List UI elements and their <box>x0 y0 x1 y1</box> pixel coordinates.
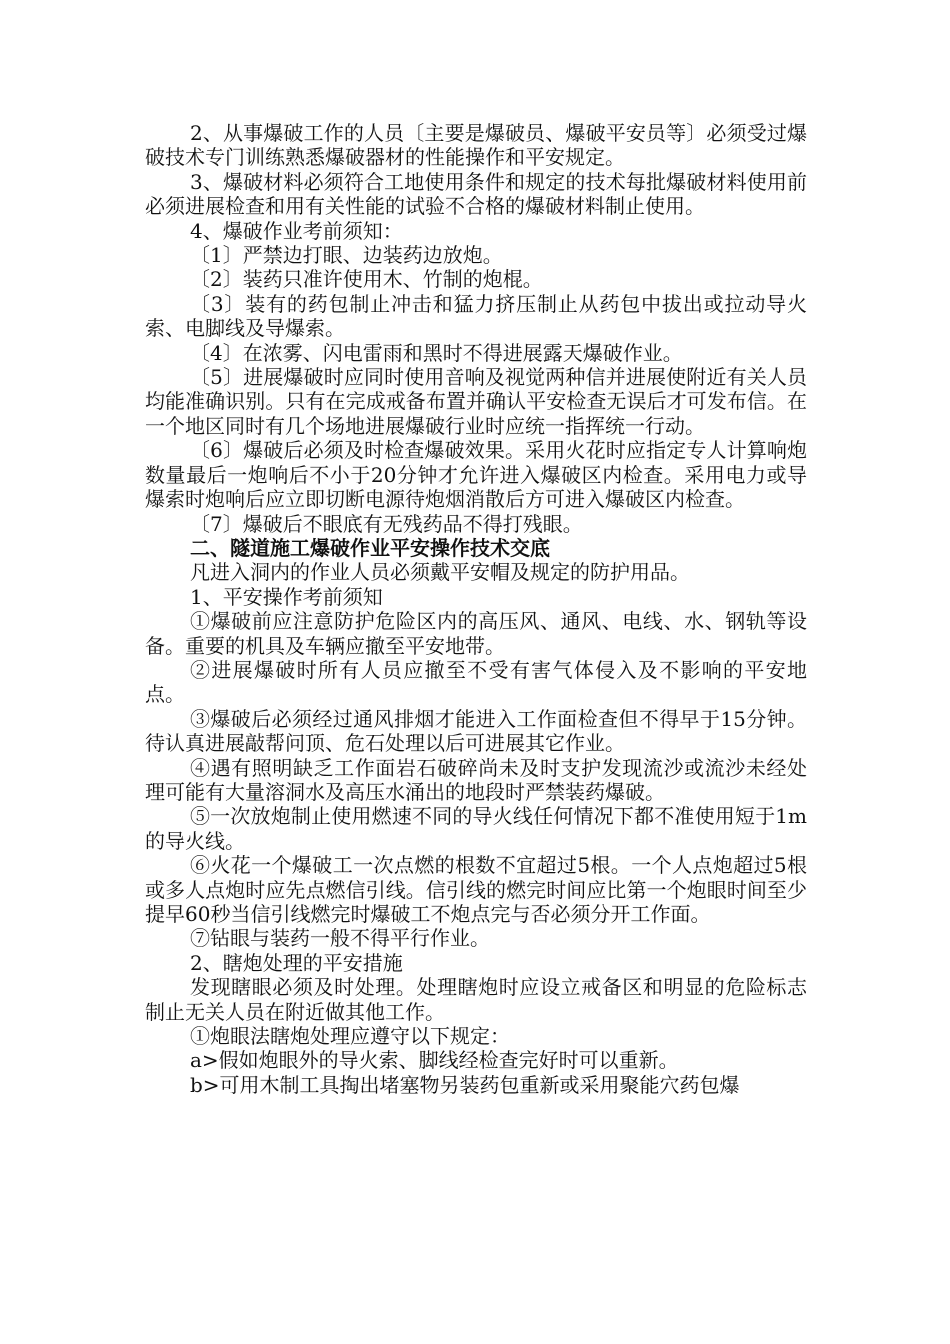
paragraph-25: b>可用木制工具掏出堵塞物另装药包重新或采用聚能穴药包爆 <box>190 1072 740 1097</box>
paragraph-12: 凡进入洞内的作业人员必须戴平安帽及规定的防护用品。 <box>190 560 690 585</box>
paragraph-7: 〔4〕在浓雾、闪电雷雨和黑时不得进展露天爆破作业。 <box>190 340 683 365</box>
section-heading: 二、隧道施工爆破作业平安操作技术交底 <box>190 535 550 560</box>
paragraph-5: 〔2〕装药只准许使用木、竹制的炮棍。 <box>190 267 543 292</box>
paragraph-16: ③爆破后必须经过通风排烟才能进入工作面检查但不得早于15分钟。待认真进展敲帮问顶、危石处理以后可进展其它作业。 <box>145 706 807 756</box>
paragraph-17: ④遇有照明缺乏工作面岩石破碎尚未及时支护发现流沙或流沙未经处理可能有大量溶洞水及高压水涌出的地段时严禁装药爆破。 <box>145 755 807 804</box>
paragraph-9: 〔6〕爆破后必须及时检查爆破效果。采用火花时应指定专人计算响炮数量最后一炮响后不小于20分钟才允许进入爆破区内检查。采用电力或导爆索时炮响后应立即切断电源待炮烟消散后方可进入爆破区内检查。 <box>145 438 807 512</box>
paragraph-2: 3、爆破材料必须符合工地使用条件和规定的技术每批爆破材料使用前必须进展检查和用有关性能的试验不合格的爆破材料制止使用。 <box>145 169 807 219</box>
paragraph-4: 〔1〕严禁边打眼、边装药边放炮。 <box>190 243 503 268</box>
paragraph-18: ⑤一次放炮制止使用燃速不同的导火线任何情况下都不准使用短于1m的导火线。 <box>145 804 807 853</box>
paragraph-15: ②进展爆破时所有人员应撤至不受有害气体侵入及不影响的平安地点。 <box>145 657 807 707</box>
paragraph-23: ①炮眼法瞎炮处理应遵守以下规定： <box>190 1024 510 1049</box>
paragraph-22: 发现瞎眼必须及时处理。处理瞎炮时应设立戒备区和明显的危险标志制止无关人员在附近做其他工作。 <box>145 975 807 1024</box>
document-body <box>145 121 807 1097</box>
paragraph-8: 〔5〕进展爆破时应同时使用音响及视觉两种信并进展使附近有关人员均能准确识别。只有在完成戒备布置并确认平安检查无误后才可发布信。在一个地区同时有几个场地进展爆破行业时应统一指挥统一行动。 <box>145 365 807 438</box>
paragraph-1: 2、从事爆破工作的人员〔主要是爆破员、爆破平安员等〕必须受过爆破技术专门训练熟悉爆破器材的性能操作和平安规定。 <box>145 121 807 170</box>
paragraph-6: 〔3〕装有的药包制止冲击和猛力挤压制止从药包中拔出或拉动导火索、电脚线及导爆索。 <box>145 291 807 341</box>
paragraph-21: 2、瞎炮处理的平安措施 <box>190 950 403 975</box>
paragraph-3: 4、爆破作业考前须知： <box>190 218 403 243</box>
paragraph-13: 1、平安操作考前须知 <box>190 584 383 609</box>
paragraph-19: ⑥火花一个爆破工一次点燃的根数不宜超过5根。一个人点炮超过5根或多人点炮时应先点燃信引线。信引线的燃完时间应比第一个炮眼时间至少提早60秒当信引线燃完时爆破工不炮点完与否必须分开工作面。 <box>145 853 807 926</box>
paragraph-10: 〔7〕爆破后不眼底有无残药品不得打残眼。 <box>190 511 583 536</box>
paragraph-20: ⑦钻眼与装药一般不得平行作业。 <box>190 926 490 951</box>
paragraph-14: ①爆破前应注意防护危险区内的高压风、通风、电线、水、钢轨等设备。重要的机具及车辆应撤至平安地带。 <box>145 609 807 658</box>
paragraph-24: a>假如炮眼外的导火索、脚线经检查完好时可以重新。 <box>190 1048 679 1073</box>
